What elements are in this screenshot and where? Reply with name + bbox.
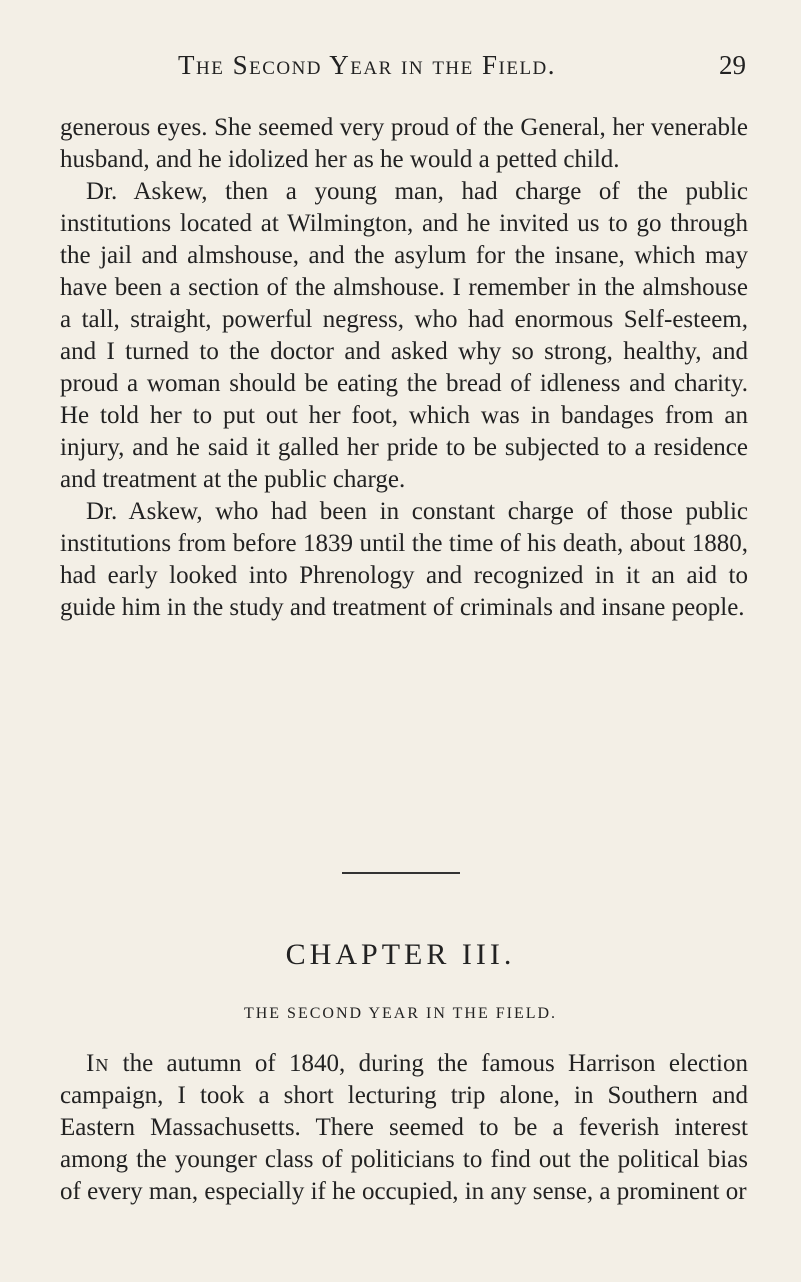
paragraph-continued: generous eyes. She seemed very proud of the General, her venerable husband, and he idolized her as he would a petted child. — [60, 114, 748, 173]
body-text — [60, 112, 748, 624]
chapter-subtitle: THE SECOND YEAR IN THE FIELD. — [243, 1005, 558, 1022]
running-title: The Second Year in the Field. — [178, 50, 557, 80]
chapter-paragraph — [60, 1048, 748, 1208]
section-divider — [342, 872, 460, 874]
chapter-opening-paragraph — [60, 1048, 748, 1208]
paragraph-askew-institutions: Dr. Askew, then a young man, had charge of the public institutions located at Wilmington, and he invited us to go through the jail and almshouse, and the asylum for the insane, which may have been a section of the almshouse. I remember in the almshouse a tall, straight, powerful negress, who had enormous Self-esteem, and I turned to the doctor and asked why so strong, healthy, and proud a woman should be eating the bread of idleness and charity. He told her to put out her foot, which was in bandages from an injury, and he said it galled her pride to be subjected to a residence and treatment at the public charge. — [60, 178, 748, 493]
page-number: 29 — [719, 50, 746, 80]
chapter-lead-word: In — [86, 1050, 110, 1077]
paragraph-askew-phrenology: Dr. Askew, who had been in constant charge of those public institutions from before 1839 until the time of his death, about 1880, had early looked into Phrenology and recognized in it an aid to guide him in the study and treatment of criminals and insane people. — [60, 498, 748, 621]
chapter-opening-text: the autumn of 1840, during the famous Harrison election campaign, I took a short lecturing trip alone, in Southern and Eastern Massachusetts. There seemed to be a feverish interest among the younger class of politicians to find out the political bias of every man, especially if he occupied, in any sense, a prominent or — [60, 1050, 748, 1205]
chapter-heading: CHAPTER III. — [285, 938, 516, 971]
running-head — [60, 50, 746, 86]
